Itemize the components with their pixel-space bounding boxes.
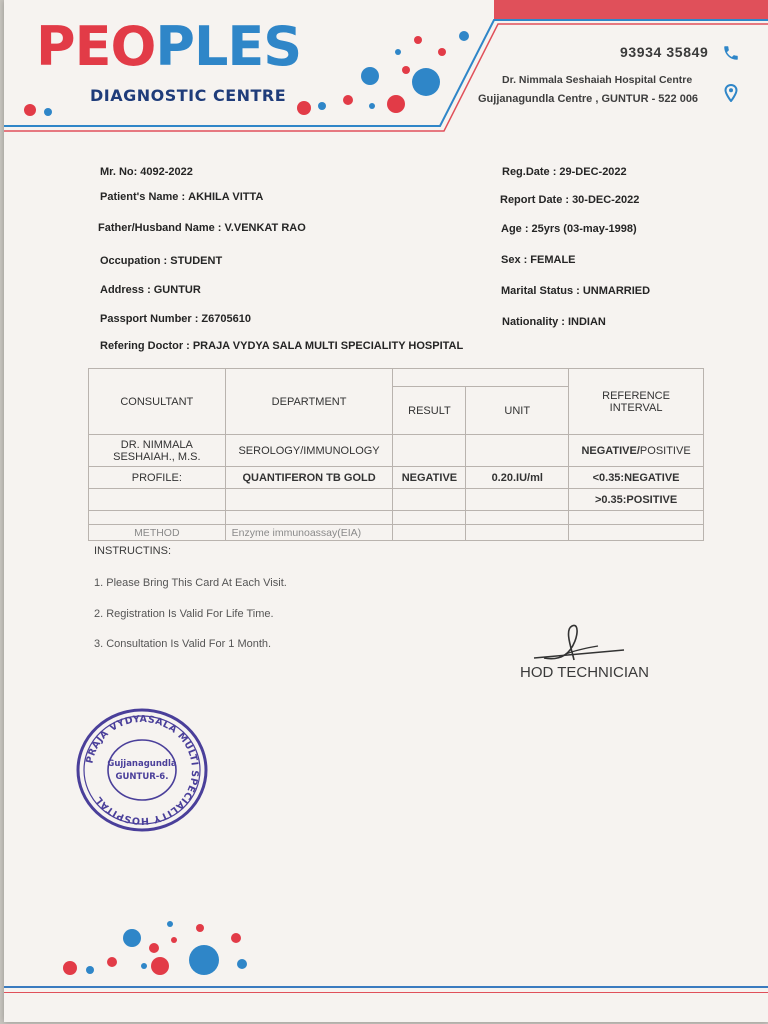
signature-title: HOD TECHNICIAN xyxy=(520,664,649,681)
cell-profile-label: PROFILE: xyxy=(89,467,226,489)
header-spacer xyxy=(393,369,569,387)
cell-method: Enzyme immunoassay(EIA) xyxy=(225,525,393,541)
address-line-1: Dr. Nimmala Seshaiah Hospital Centre xyxy=(502,74,693,86)
cell-ref-negative: <0.35:NEGATIVE xyxy=(569,467,704,489)
cell-empty xyxy=(466,489,569,511)
cell-result: NEGATIVE xyxy=(393,467,466,489)
field-patient-name: Patient's Name : AKHILA VITTA xyxy=(100,191,264,203)
header-consultant: CONSULTANT xyxy=(89,369,226,435)
cell-empty xyxy=(393,435,466,467)
cell-department: SEROLOGY/IMMUNOLOGY xyxy=(225,435,393,467)
cell-empty xyxy=(225,511,393,525)
header-unit: UNIT xyxy=(466,387,569,435)
footer-blue-line xyxy=(4,986,768,988)
table-row xyxy=(89,489,704,511)
field-referring-doctor: Refering Doctor : PRAJA VYDYA SALA MULTI SPECIALITY HOSPITAL xyxy=(100,340,464,352)
field-sex: Sex : FEMALE xyxy=(501,254,576,266)
cell-empty xyxy=(569,525,704,541)
hospital-stamp xyxy=(74,706,210,834)
cell-method-label: METHOD xyxy=(89,525,226,541)
svg-text:PRAJA VYDYASALA MULTI SPECIALI: PRAJA VYDYASALA MULTI SPECIALITY HOSPITAL xyxy=(84,713,201,827)
instruction-item: 2. Registration Is Valid For Life Time. xyxy=(94,608,274,620)
cell-reference: NEGATIVE/POSITIVE xyxy=(569,435,704,467)
field-occupation: Occupation : STUDENT xyxy=(100,255,223,267)
cell-empty xyxy=(466,511,569,525)
cell-test-name: QUANTIFERON TB GOLD xyxy=(225,467,393,489)
instruction-item: 1. Please Bring This Card At Each Visit. xyxy=(94,577,287,589)
table-row xyxy=(89,435,704,467)
cell-empty xyxy=(569,511,704,525)
cell-empty xyxy=(393,511,466,525)
address-line-2: Gujjanagundla Centre , GUNTUR - 522 006 xyxy=(478,93,699,105)
field-marital-status: Marital Status : UNMARRIED xyxy=(501,285,651,297)
field-passport-number: Passport Number : Z6705610 xyxy=(100,313,251,325)
table-row xyxy=(89,511,704,525)
cell-empty xyxy=(225,489,393,511)
field-guardian-name: Father/Husband Name : V.VENKAT RAO xyxy=(98,222,306,234)
footer-decorative-dots xyxy=(44,910,264,980)
phone-icon xyxy=(722,44,740,62)
cell-ref-positive: >0.35:POSITIVE xyxy=(569,489,704,511)
field-age: Age : 25yrs (03-may-1998) xyxy=(501,223,637,235)
svg-text:GUNTUR-6.: GUNTUR-6. xyxy=(115,772,169,782)
svg-text:Gujjanagundla: Gujjanagundla xyxy=(107,759,177,769)
signature-scribble xyxy=(524,620,634,670)
instructions-title: INSTRUCTINS: xyxy=(94,545,171,557)
footer-red-line xyxy=(4,992,768,993)
header-result: RESULT xyxy=(393,387,466,435)
brand-logo: PEOPLES xyxy=(36,15,302,78)
cell-unit: 0.20.IU/ml xyxy=(466,467,569,489)
field-report-date: Report Date : 30-DEC-2022 xyxy=(500,194,640,206)
table-row xyxy=(89,525,704,541)
cell-empty xyxy=(466,435,569,467)
cell-consultant: DR. NIMMALA SESHAIAH., M.S. xyxy=(89,435,226,467)
instruction-item: 3. Consultation Is Valid For 1 Month. xyxy=(94,638,272,650)
results-table xyxy=(88,368,704,541)
cell-empty xyxy=(393,489,466,511)
cell-empty xyxy=(466,525,569,541)
header-reference-interval: REFERENCE INTERVAL xyxy=(569,369,704,435)
report-sheet xyxy=(4,0,768,1022)
field-mr-no: Mr. No: 4092-2022 xyxy=(100,166,193,178)
field-nationality: Nationality : INDIAN xyxy=(502,316,606,328)
phone-number: 93934 35849 xyxy=(620,44,709,60)
brand-subtitle: DIAGNOSTIC CENTRE xyxy=(90,86,287,105)
cell-empty xyxy=(393,525,466,541)
cell-empty xyxy=(89,489,226,511)
table-row xyxy=(89,467,704,489)
table-header-row xyxy=(89,369,704,387)
field-reg-date: Reg.Date : 29-DEC-2022 xyxy=(502,166,627,178)
location-pin-icon xyxy=(724,84,738,102)
field-address: Address : GUNTUR xyxy=(100,284,201,296)
cell-empty xyxy=(89,511,226,525)
header-department: DEPARTMENT xyxy=(225,369,393,435)
